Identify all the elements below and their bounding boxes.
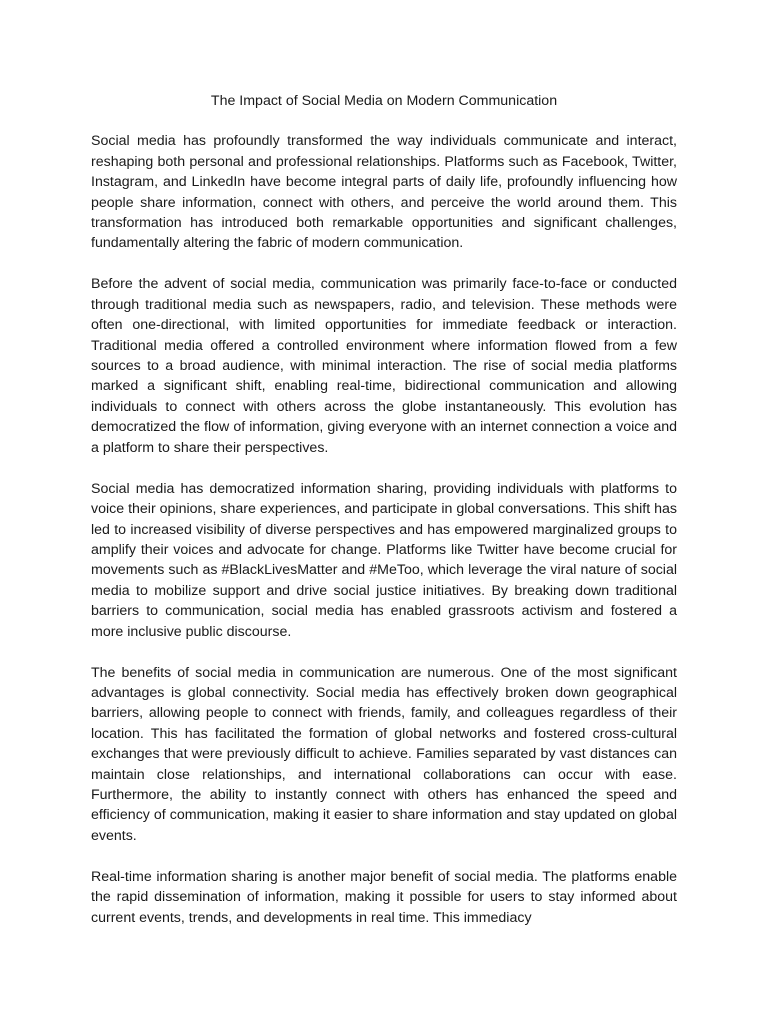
paragraph-2: Before the advent of social media, communication was primarily face-to-face or conducted through traditional media such as newspapers, radio, and television. These methods were often one-directional, with limited opportunities for immediate feedback or interaction. Traditional media offered a controlled environment where information flowed from a few sources to a broad audience, with minimal interaction. The rise of social media platforms marked a significant shift, enabling real-time, bidirectional communication and allowing individuals to connect with others across the globe instantaneously. This evolution has democratized the flow of information, giving everyone with an internet connection a voice and a platform to share their perspectives. <box>91 276 677 456</box>
paragraph-5: Real-time information sharing is another major benefit of social media. The platforms enable the rapid dissemination of information, making it possible for users to stay informed about current events, trends, and developments in real time. This immediacy <box>91 868 677 926</box>
paragraph-3: Social media has democratized information sharing, providing individuals with platforms to voice their opinions, share experiences, and participate in global conversations. This shift has led to increased visibility of diverse perspectives and has empowered marginalized groups to amplify their voices and advocate for change. Platforms like Twitter have become crucial for movements such as #BlackLivesMatter and #MeToo, which leverage the viral nature of social media to mobilize support and drive social justice initiatives. By breaking down traditional barriers to communication, social media has enabled grassroots activism and fostered a more inclusive public discourse. <box>91 480 677 640</box>
paragraph-4: The benefits of social media in communication are numerous. One of the most significant advantages is global connectivity. Social media has effectively broken down geographical barriers, allowing people to connect with friends, family, and colleagues regardless of their location. This has facilitated the formation of global networks and fostered cross-cultural exchanges that were previously difficult to achieve. Families separated by vast distances can maintain close relationships, and international collaborations can occur with ease. Furthermore, the ability to instantly connect with others has enhanced the speed and efficiency of communication, making it easier to share information and stay updated on global events. <box>91 664 677 844</box>
document-title: The Impact of Social Media on Modern Communication <box>210 93 558 109</box>
paragraph-1: Social media has profoundly transformed the way individuals communicate and interact, reshaping both personal and professional relationships. Platforms such as Facebook, Twitter, Instagram, and LinkedIn have become integral parts of daily life, profoundly influencing how people share information, connect with others, and perceive the world around them. This transformation has introduced both remarkable opportunities and significant challenges, fundamentally altering the fabric of modern communication. <box>91 133 677 252</box>
document-body <box>91 91 677 949</box>
